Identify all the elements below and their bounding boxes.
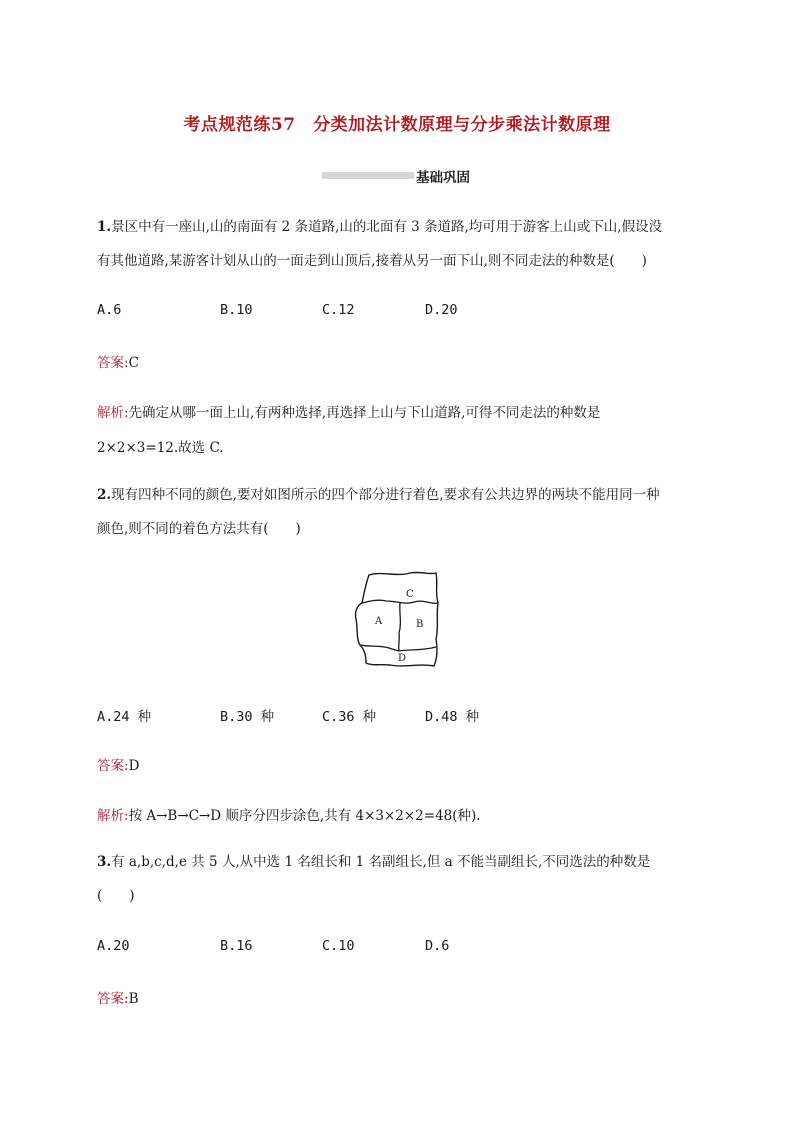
region-label-c: C xyxy=(406,589,414,600)
region-label-d: D xyxy=(398,653,407,664)
q1-answer xyxy=(97,351,139,371)
question-1-line-1 xyxy=(97,218,662,236)
q2-analysis xyxy=(97,804,481,824)
q2-analysis-text: 按 A→B→C→D 顺序分四步涂色,共有 4×3×2×2=48(种). xyxy=(128,808,481,824)
q2-answer-value: D xyxy=(128,758,140,774)
q1-option-c: C.12 xyxy=(322,302,355,318)
section-divider-bar xyxy=(322,172,414,179)
question-1-text-1: 景区中有一座山,山的南面有 2 条道路,山的北面有 3 条道路,均可用于游客上山或下山,假设没 xyxy=(111,219,663,235)
question-1-number: 1. xyxy=(97,219,112,235)
q3-answer-value: B xyxy=(128,991,139,1007)
q2-option-a: A.24 种 xyxy=(97,709,152,725)
question-2-text-1: 现有四种不同的颜色,要对如图所示的四个部分进行着色,要求有公共边界的两块不能用同一种 xyxy=(111,487,660,503)
q1-option-d: D.20 xyxy=(425,302,458,318)
q1-option-a: A.6 xyxy=(97,302,122,318)
region-label-a: A xyxy=(375,616,383,627)
q3-option-a: A.20 xyxy=(97,938,130,954)
q2-option-b: B.30 种 xyxy=(220,709,275,725)
question-2-line-2: 颜色,则不同的着色方法共有( ) xyxy=(97,521,301,537)
question-3-number: 3. xyxy=(97,854,112,870)
q1-option-b: B.10 xyxy=(220,302,253,318)
q3-answer-label: 答案: xyxy=(97,991,129,1007)
q3-option-b: B.16 xyxy=(220,938,253,954)
question-3-line-1 xyxy=(97,853,650,871)
q2-option-c: C.36 种 xyxy=(322,709,377,725)
question-1-line-2: 有其他道路,某游客计划从山的一面走到山顶后,接着从另一面下山,则不同走法的种数是( ) xyxy=(97,253,647,269)
q1-analysis-line-1 xyxy=(97,401,600,421)
q3-answer xyxy=(97,987,138,1007)
q2-option-d: D.48 种 xyxy=(425,709,480,725)
question-2-number: 2. xyxy=(97,487,112,503)
q3-option-d: D.6 xyxy=(425,938,450,954)
q1-answer-label: 答案: xyxy=(97,355,129,371)
q1-answer-value: C xyxy=(128,355,139,371)
q3-option-c: C.10 xyxy=(322,938,355,954)
section-heading: 基础巩固 xyxy=(416,170,470,186)
q1-analysis-text: 先确定从哪一面上山,有两种选择,再选择上山与下山道路,可得不同走法的种数是 xyxy=(128,405,601,421)
q2-answer-label: 答案: xyxy=(97,758,129,774)
question-3-line-2: ( ) xyxy=(97,888,135,904)
q2-analysis-label: 解析: xyxy=(97,808,129,824)
region-label-b: B xyxy=(416,619,424,630)
page-title: 考点规范练57 分类加法计数原理与分步乘法计数原理 xyxy=(183,115,611,135)
question-2-line-1 xyxy=(97,486,660,504)
q1-analysis-line-2: 2×2×3=12.故选 C. xyxy=(97,440,224,456)
q2-answer xyxy=(97,754,139,774)
region-map-figure xyxy=(352,569,442,669)
question-3-text-1: 有 a,b,c,d,e 共 5 人,从中选 1 名组长和 1 名副组长,但 a 不能当副组长,不同选法的种数是 xyxy=(111,854,651,870)
q1-analysis-label: 解析: xyxy=(97,405,129,421)
